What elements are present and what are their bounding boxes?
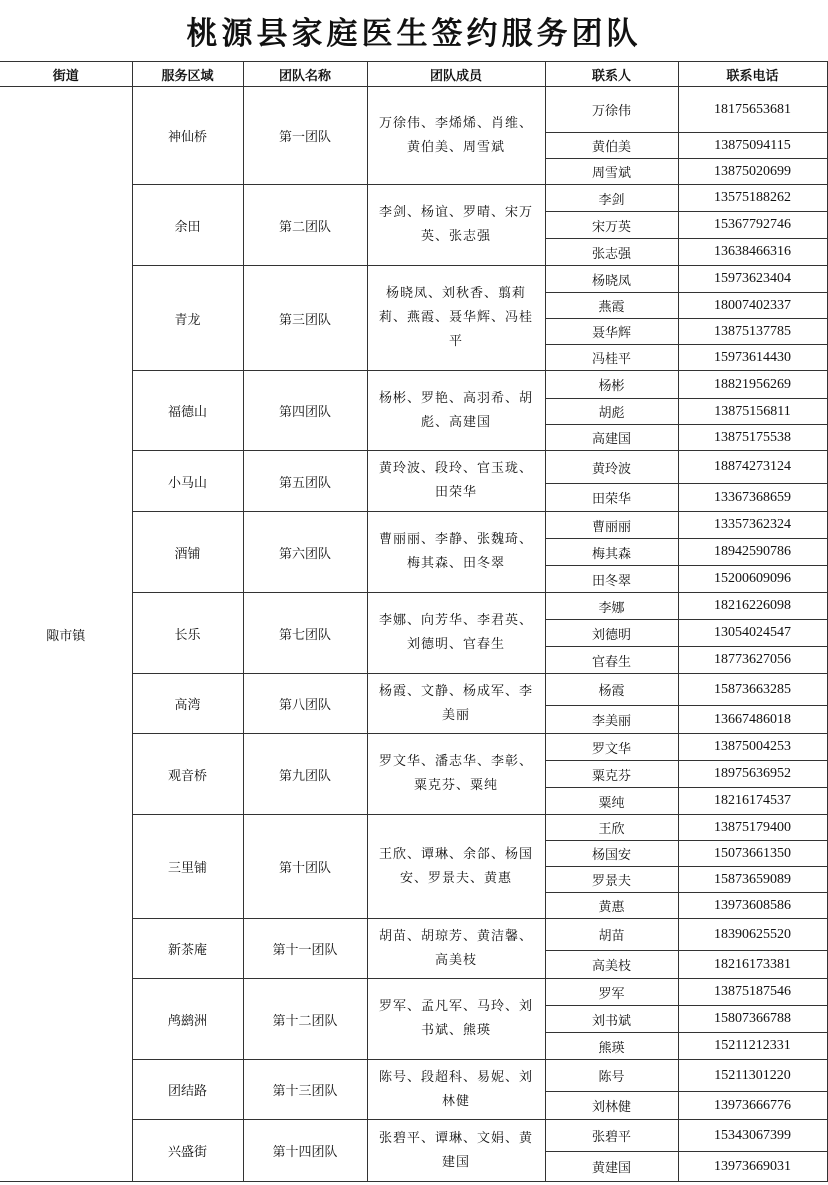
team-name-cell: 第八团队 [243,674,367,734]
team-name-cell: 第十二团队 [243,979,367,1060]
contact-phone-cell: 13667486018 [678,706,827,734]
contact-phone-cell: 13875187546 [678,979,827,1006]
page-title: 桃源县家庭医生签约服务团队 [186,16,642,52]
team-name-cell: 第十三团队 [243,1060,367,1120]
contact-phone-cell: 13973669031 [678,1152,827,1182]
contact-phone-cell: 15973623404 [678,266,827,293]
contact-name-cell: 熊瑛 [545,1033,678,1060]
service-area-cell: 长乐 [132,593,243,674]
contact-phone-cell: 15973614430 [678,345,827,371]
contact-name-cell: 周雪斌 [545,159,678,185]
team-members-cell: 胡苗、胡琼芳、黄洁馨、高美枝 [367,919,545,979]
contact-phone-cell: 13575188262 [678,185,827,212]
contact-name-cell: 罗文华 [545,734,678,761]
team-name-cell: 第九团队 [243,734,367,815]
contact-name-cell: 高建国 [545,425,678,451]
team-members-cell: 陈号、段超科、易妮、刘林健 [367,1060,545,1120]
contact-phone-cell: 18390625520 [678,919,827,951]
contact-phone-cell: 15073661350 [678,841,827,867]
team-name-cell: 第五团队 [243,451,367,512]
contact-phone-cell: 18942590786 [678,539,827,566]
contact-name-cell: 粟克芬 [545,761,678,788]
contact-name-cell: 李娜 [545,593,678,620]
contact-name-cell: 杨国安 [545,841,678,867]
contact-phone-cell: 13875004253 [678,734,827,761]
table-body [0,87,827,1182]
contact-phone-cell: 18007402337 [678,293,827,319]
contact-phone-cell: 15200609096 [678,566,827,593]
table-row [0,87,827,133]
contact-name-cell: 胡苗 [545,919,678,951]
team-name-cell: 第十团队 [243,815,367,919]
contact-name-cell: 陈号 [545,1060,678,1092]
team-name-cell: 第七团队 [243,593,367,674]
contact-name-cell: 万徐伟 [545,87,678,133]
contact-name-cell: 曹丽丽 [545,512,678,539]
contact-name-cell: 罗军 [545,979,678,1006]
service-area-cell: 三里铺 [132,815,243,919]
team-members-cell: 杨晓凤、刘秋香、翦莉莉、燕霞、聂华辉、冯桂平 [367,266,545,371]
contact-phone-cell: 15873659089 [678,867,827,893]
contact-name-cell: 李美丽 [545,706,678,734]
team-name-cell: 第十四团队 [243,1120,367,1182]
contact-name-cell: 聂华辉 [545,319,678,345]
service-area-cell: 兴盛街 [132,1120,243,1182]
contact-name-cell: 李剑 [545,185,678,212]
contact-phone-cell: 13875137785 [678,319,827,345]
contact-name-cell: 冯桂平 [545,345,678,371]
team-name-cell: 第十一团队 [243,919,367,979]
contact-phone-cell: 18216173381 [678,951,827,979]
service-area-cell: 鸬鹚洲 [132,979,243,1060]
contact-phone-cell: 13357362324 [678,512,827,539]
team-members-cell: 王欣、谭琳、余郃、杨国安、罗景夫、黄惠 [367,815,545,919]
header-team-members: 团队成员 [367,62,545,87]
contact-name-cell: 张志强 [545,239,678,266]
team-members-cell: 万徐伟、李烯烯、肖维、黄伯美、周雪斌 [367,87,545,185]
contact-phone-cell: 13875179400 [678,815,827,841]
header-contact-person: 联系人 [545,62,678,87]
contact-phone-cell: 15211212331 [678,1033,827,1060]
contact-name-cell: 宋万英 [545,212,678,239]
contact-name-cell: 黄惠 [545,893,678,919]
contact-phone-cell: 13638466316 [678,239,827,266]
contact-name-cell: 杨晓凤 [545,266,678,293]
header-street: 街道 [0,62,132,87]
service-area-cell: 观音桥 [132,734,243,815]
service-area-cell: 余田 [132,185,243,266]
contact-name-cell: 梅其森 [545,539,678,566]
contact-phone-cell: 18874273124 [678,451,827,484]
contact-phone-cell: 13054024547 [678,620,827,647]
contact-name-cell: 刘书斌 [545,1006,678,1033]
contact-name-cell: 胡彪 [545,399,678,425]
team-name-cell: 第二团队 [243,185,367,266]
contact-phone-cell: 18821956269 [678,371,827,399]
service-area-cell: 神仙桥 [132,87,243,185]
contact-name-cell: 刘林健 [545,1092,678,1120]
contact-name-cell: 张碧平 [545,1120,678,1152]
team-members-cell: 张碧平、谭琳、文娟、黄建国 [367,1120,545,1182]
contact-phone-cell: 13875175538 [678,425,827,451]
team-members-cell: 李剑、杨谊、罗晴、宋万英、张志强 [367,185,545,266]
contact-name-cell: 刘德明 [545,620,678,647]
team-name-cell: 第四团队 [243,371,367,451]
contact-name-cell: 高美枝 [545,951,678,979]
contact-phone-cell: 18216226098 [678,593,827,620]
contact-phone-cell: 13875020699 [678,159,827,185]
contact-name-cell: 黄建国 [545,1152,678,1182]
team-members-cell: 李娜、向芳华、李君英、刘德明、官春生 [367,593,545,674]
team-members-cell: 罗文华、潘志华、李彰、粟克芬、粟纯 [367,734,545,815]
contact-phone-cell: 18216174537 [678,788,827,815]
contact-name-cell: 田荣华 [545,484,678,512]
team-members-cell: 罗军、孟凡军、马玲、刘书斌、熊瑛 [367,979,545,1060]
team-name-cell: 第六团队 [243,512,367,593]
team-name-cell: 第三团队 [243,266,367,371]
service-area-cell: 高湾 [132,674,243,734]
contact-phone-cell: 15873663285 [678,674,827,706]
contact-phone-cell: 13875094115 [678,133,827,159]
team-members-cell: 黄玲波、段玲、官玉珑、田荣华 [367,451,545,512]
contact-phone-cell: 15211301220 [678,1060,827,1092]
contact-phone-cell: 15343067399 [678,1120,827,1152]
team-members-cell: 曹丽丽、李静、张魏琦、梅其森、田冬翠 [367,512,545,593]
contact-phone-cell: 15367792746 [678,212,827,239]
contact-phone-cell: 18175653681 [678,87,827,133]
contact-phone-cell: 13367368659 [678,484,827,512]
contact-name-cell: 官春生 [545,647,678,674]
contact-name-cell: 燕霞 [545,293,678,319]
service-area-cell: 酒铺 [132,512,243,593]
service-area-cell: 新茶庵 [132,919,243,979]
header-contact-phone: 联系电话 [678,62,827,87]
contact-phone-cell: 13875156811 [678,399,827,425]
contact-phone-cell: 15807366788 [678,1006,827,1033]
header-service-area: 服务区域 [132,62,243,87]
contact-phone-cell: 13973666776 [678,1092,827,1120]
contact-phone-cell: 13973608586 [678,893,827,919]
contact-name-cell: 杨彬 [545,371,678,399]
contact-name-cell: 黄伯美 [545,133,678,159]
table-header-row [0,62,827,87]
street-cell: 陬市镇 [0,87,132,1182]
service-area-cell: 小马山 [132,451,243,512]
contact-name-cell: 田冬翠 [545,566,678,593]
team-name-cell: 第一团队 [243,87,367,185]
service-area-cell: 福德山 [132,371,243,451]
contact-name-cell: 罗景夫 [545,867,678,893]
team-members-cell: 杨彬、罗艳、高羽希、胡彪、高建国 [367,371,545,451]
service-area-cell: 青龙 [132,266,243,371]
team-members-cell: 杨霞、文静、杨成军、李美丽 [367,674,545,734]
contact-phone-cell: 18975636952 [678,761,827,788]
service-area-cell: 团结路 [132,1060,243,1120]
contact-name-cell: 黄玲波 [545,451,678,484]
team-table [0,61,828,1182]
contact-name-cell: 杨霞 [545,674,678,706]
contact-phone-cell: 18773627056 [678,647,827,674]
header-team-name: 团队名称 [243,62,367,87]
contact-name-cell: 粟纯 [545,788,678,815]
contact-name-cell: 王欣 [545,815,678,841]
